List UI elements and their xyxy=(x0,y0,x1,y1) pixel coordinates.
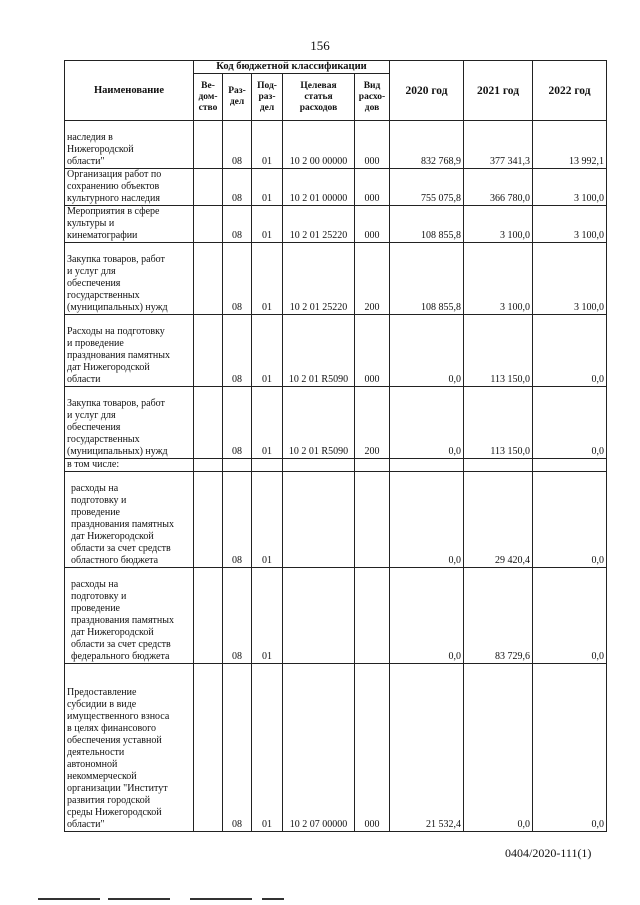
cell-2022: 0,0 xyxy=(533,664,607,832)
cell-celevaya-statya: 10 2 07 00000 xyxy=(283,664,355,832)
cell-vedomstvo xyxy=(194,121,223,169)
cell-razdel: 08 xyxy=(223,387,252,459)
cell-celevaya-statya: 10 2 01 R5090 xyxy=(283,387,355,459)
scan-artifact-line xyxy=(262,898,284,900)
cell-2020: 0,0 xyxy=(390,472,464,568)
cell-2022: 3 100,0 xyxy=(533,206,607,243)
cell-2022: 0,0 xyxy=(533,387,607,459)
cell-razdel: 08 xyxy=(223,206,252,243)
table-row xyxy=(65,664,607,832)
table-row xyxy=(65,472,607,568)
header-2022: 2022 год xyxy=(533,61,607,121)
cell-name: расходы на подготовку и проведение празднования памятных дат Нижегородской области за счет средств федерального бюджета xyxy=(65,568,194,664)
cell-vedomstvo xyxy=(194,387,223,459)
cell-2022: 3 100,0 xyxy=(533,169,607,206)
cell-2022: 3 100,0 xyxy=(533,243,607,315)
header-name: Наименование xyxy=(65,61,194,121)
table-row xyxy=(65,459,607,472)
table-row xyxy=(65,169,607,206)
cell-vid-rashodov xyxy=(355,472,390,568)
header-2020: 2020 год xyxy=(390,61,464,121)
cell-2021: 3 100,0 xyxy=(464,243,533,315)
cell-2022: 0,0 xyxy=(533,472,607,568)
cell-razdel: 08 xyxy=(223,243,252,315)
cell-razdel: 08 xyxy=(223,169,252,206)
cell-razdel: 08 xyxy=(223,664,252,832)
cell-2021: 0,0 xyxy=(464,664,533,832)
cell-podrazdel: 01 xyxy=(252,568,283,664)
cell-2020 xyxy=(390,459,464,472)
cell-razdel xyxy=(223,459,252,472)
cell-vid-rashodov xyxy=(355,568,390,664)
cell-2021: 3 100,0 xyxy=(464,206,533,243)
cell-2020: 0,0 xyxy=(390,387,464,459)
cell-podrazdel: 01 xyxy=(252,243,283,315)
cell-name: в том числе: xyxy=(65,459,194,472)
cell-2021: 366 780,0 xyxy=(464,169,533,206)
cell-celevaya-statya: 10 2 01 R5090 xyxy=(283,315,355,387)
cell-celevaya-statya xyxy=(283,472,355,568)
cell-2021: 377 341,3 xyxy=(464,121,533,169)
table-row xyxy=(65,206,607,243)
cell-2020: 108 855,8 xyxy=(390,243,464,315)
cell-celevaya-statya: 10 2 00 00000 xyxy=(283,121,355,169)
cell-celevaya-statya xyxy=(283,459,355,472)
cell-vedomstvo xyxy=(194,664,223,832)
table-row xyxy=(65,243,607,315)
header-vedomstvo: Ве- дом- ство xyxy=(194,74,223,121)
cell-name: Закупка товаров, работ и услуг для обеспечения государственных (муниципальных) нужд xyxy=(65,243,194,315)
cell-2022: 13 992,1 xyxy=(533,121,607,169)
cell-2021: 113 150,0 xyxy=(464,315,533,387)
cell-vid-rashodov: 000 xyxy=(355,315,390,387)
cell-2020: 21 532,4 xyxy=(390,664,464,832)
header-razdel: Раз- дел xyxy=(223,74,252,121)
cell-name: Предоставление субсидии в виде имущественного взноса в целях финансового обеспечения уставной деятельности автономной некоммерческой организации "Институт развития городской среды Нижегородской области" xyxy=(65,664,194,832)
header-podrazdel: Под- раз- дел xyxy=(252,74,283,121)
table-row xyxy=(65,568,607,664)
page-number: 156 xyxy=(310,38,330,53)
cell-celevaya-statya xyxy=(283,568,355,664)
cell-razdel: 08 xyxy=(223,472,252,568)
cell-vid-rashodov: 200 xyxy=(355,243,390,315)
cell-podrazdel: 01 xyxy=(252,664,283,832)
header-vid-rashodov: Вид расхо- дов xyxy=(355,74,390,121)
cell-podrazdel: 01 xyxy=(252,472,283,568)
cell-vid-rashodov: 000 xyxy=(355,169,390,206)
cell-2020: 755 075,8 xyxy=(390,169,464,206)
cell-vedomstvo xyxy=(194,472,223,568)
scan-artifact-line xyxy=(38,898,100,900)
cell-2022: 0,0 xyxy=(533,568,607,664)
cell-2021: 29 420,4 xyxy=(464,472,533,568)
cell-podrazdel: 01 xyxy=(252,315,283,387)
cell-2021: 113 150,0 xyxy=(464,387,533,459)
cell-2020: 108 855,8 xyxy=(390,206,464,243)
cell-vedomstvo xyxy=(194,206,223,243)
cell-2021: 83 729,6 xyxy=(464,568,533,664)
cell-2022 xyxy=(533,459,607,472)
cell-name: Расходы на подготовку и проведение празднования памятных дат Нижегородской области xyxy=(65,315,194,387)
cell-razdel: 08 xyxy=(223,568,252,664)
cell-podrazdel: 01 xyxy=(252,206,283,243)
cell-vedomstvo xyxy=(194,568,223,664)
cell-celevaya-statya: 10 2 01 00000 xyxy=(283,169,355,206)
cell-2022: 0,0 xyxy=(533,315,607,387)
cell-vid-rashodov: 000 xyxy=(355,206,390,243)
document-code: 0404/2020-111(1) xyxy=(505,846,592,860)
cell-vid-rashodov: 000 xyxy=(355,121,390,169)
cell-podrazdel xyxy=(252,459,283,472)
header-celevaya-statya: Целевая статья расходов xyxy=(283,74,355,121)
cell-vedomstvo xyxy=(194,459,223,472)
cell-vedomstvo xyxy=(194,315,223,387)
cell-2021 xyxy=(464,459,533,472)
cell-podrazdel: 01 xyxy=(252,387,283,459)
cell-2020: 0,0 xyxy=(390,568,464,664)
cell-name: Закупка товаров, работ и услуг для обеспечения государственных (муниципальных) нужд xyxy=(65,387,194,459)
cell-vid-rashodov xyxy=(355,459,390,472)
cell-podrazdel: 01 xyxy=(252,121,283,169)
cell-name: Организация работ по сохранению объектов культурного наследия xyxy=(65,169,194,206)
cell-vedomstvo xyxy=(194,243,223,315)
header-budget-classification: Код бюджетной классификации xyxy=(194,61,390,74)
table-row xyxy=(65,387,607,459)
header-2021: 2021 год xyxy=(464,61,533,121)
cell-celevaya-statya: 10 2 01 25220 xyxy=(283,206,355,243)
cell-vid-rashodov: 000 xyxy=(355,664,390,832)
cell-name: наследия в Нижегородской области" xyxy=(65,121,194,169)
table-row xyxy=(65,121,607,169)
cell-razdel: 08 xyxy=(223,315,252,387)
scan-artifact-line xyxy=(108,898,170,900)
cell-2020: 0,0 xyxy=(390,315,464,387)
table-row xyxy=(65,315,607,387)
scan-artifact-line xyxy=(190,898,252,900)
budget-table xyxy=(64,60,607,832)
cell-celevaya-statya: 10 2 01 25220 xyxy=(283,243,355,315)
cell-2020: 832 768,9 xyxy=(390,121,464,169)
cell-podrazdel: 01 xyxy=(252,169,283,206)
cell-vid-rashodov: 200 xyxy=(355,387,390,459)
cell-name: Мероприятия в сфере культуры и кинематографии xyxy=(65,206,194,243)
cell-name: расходы на подготовку и проведение празднования памятных дат Нижегородской области за счет средств областного бюджета xyxy=(65,472,194,568)
cell-vedomstvo xyxy=(194,169,223,206)
cell-razdel: 08 xyxy=(223,121,252,169)
